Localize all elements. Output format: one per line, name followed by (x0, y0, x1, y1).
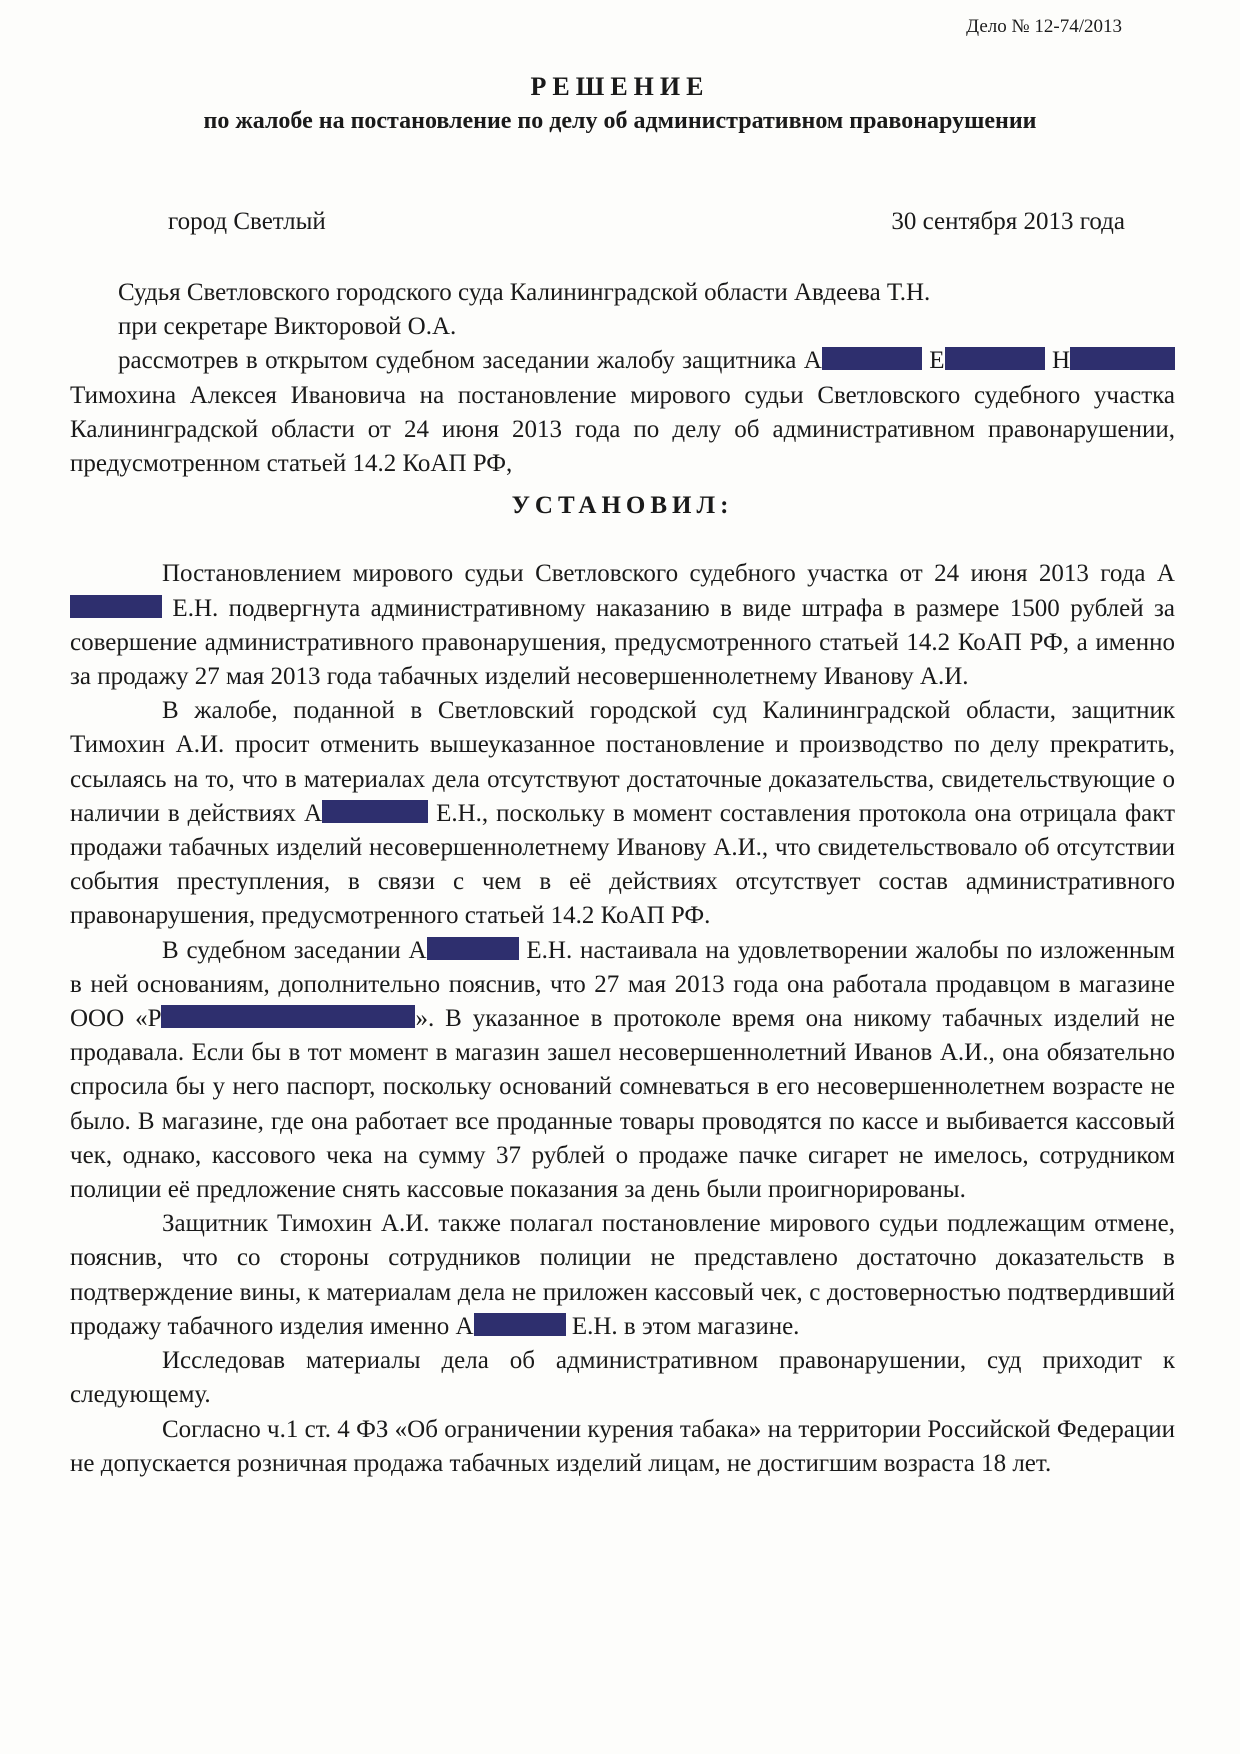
paragraph-3-text-a: В судебном заседании А (162, 936, 427, 964)
redaction (1070, 347, 1175, 370)
paragraph-4 (70, 1207, 1175, 1344)
intro-text-d: Тимохина Алексея Ивановича на постановление мирового судьи Светловского судебного участка Калининградской области от 24 июня 2013 года по делу об административном правонарушении, предусмотренном статьей 14.2 КоАП РФ, (70, 381, 1175, 478)
paragraph-3-text-b: Е.Н. настаивала на удовлетворении жалобы по изложенным в ней основаниям, дополнительно пояснив, что 27 мая 2013 года она работала продавцом в магазине ООО «Р (70, 936, 1175, 1033)
paragraph-1 (70, 557, 1175, 694)
document-title: РЕШЕНИЕ (530, 72, 710, 101)
paragraph-3-text-c: ». В указанное в протоколе время она никому табачных изделий не продавала. Если бы в тот момент в магазин зашел несовершеннолетний Иванов А.И., она обязательно спросила бы у него паспорт, поскольку оснований сомневаться в его несовершеннолетнем возрасте не было. В магазине, где она работает все проданные товары проводятся по кассе и выбивается кассовый чек, однако, кассового чека на сумму 37 рублей о продаже пачке сигарет не имелось, сотрудником полиции её предложение снять кассовые показания за день были проигнорированы. (70, 1005, 1175, 1204)
intro-text-b: Е (929, 347, 945, 375)
redaction (161, 1005, 415, 1028)
redaction (822, 347, 922, 370)
paragraph-4-text-a: Защитник Тимохин А.И. также полагал постановление мирового судьи подлежащим отмене, пояснив, что со стороны сотрудников полиции не представлено достаточно доказательств в подтверждение вины, к материалам дела не приложен кассовый чек, с достоверностью подтвердивший продажу табачного изделия именно А (70, 1210, 1175, 1340)
paragraph-3 (70, 934, 1175, 1208)
redaction (70, 595, 162, 618)
intro-text-a: рассмотрев в открытом судебном заседании жалобу защитника А (118, 347, 822, 375)
redaction (322, 800, 428, 823)
document-body (70, 276, 1175, 1481)
paragraph-1-text-b: Е.Н. подвергнута административному наказанию в виде штрафа в размере 1500 рублей за совершение административного правонарушения, предусмотренного статьей 14.2 КоАП РФ, а именно за продажу 27 мая 2013 года табачных изделий несовершеннолетнему Иванову А.И. (70, 594, 1176, 691)
paragraph-2 (70, 694, 1175, 933)
document-subtitle: по жалобе на постановление по делу об административном правонарушении (203, 108, 1037, 134)
paragraph-4-text-b: Е.Н. в этом магазине. (571, 1312, 800, 1340)
redaction (474, 1313, 566, 1336)
intro-text-c: Н (1051, 347, 1071, 375)
paragraph-2-text-a: В жалобе, поданной в Светловский городской суд Калининградской области, защитник Тимохин А.И. просит отменить вышеуказанное постановление и производство по делу прекратить, ссылаясь на то, что в материалах дела отсутствуют достаточные доказательства, свидетельствующие о наличии в действиях А (70, 697, 1175, 827)
case-number: Дело № 12-74/2013 (966, 16, 1122, 37)
paragraph-5: Исследовав материалы дела об административном правонарушении, суд приходит к следующему. (70, 1347, 1175, 1409)
document-date: 30 сентября 2013 года (891, 208, 1125, 235)
paragraph-2-text-b: Е.Н., поскольку в момент составления протокола она отрицала факт продажи табачных изделий несовершеннолетнему Иванову А.И., что свидетельствовало об отсутствии события преступления, в связи с чем в её действиях отсутствует состав административного правонарушения, предусмотренного статьей 14.2 КоАП РФ. (70, 799, 1176, 930)
judge-line: Судья Светловского городского суда Калининградской области Авдеева Т.Н. (118, 279, 931, 306)
intro-paragraph (70, 344, 1175, 481)
place: город Светлый (168, 208, 326, 235)
secretary-line: при секретаре Викторовой О.А. (118, 313, 457, 341)
paragraph-6: Согласно ч.1 ст. 4 ФЗ «Об ограничении курения табака» на территории Российской Федерации не допускается розничная продажа табачных изделий лицам, не достигшим возраста 18 лет. (70, 1415, 1175, 1477)
paragraph-1-text-a: Постановлением мирового судьи Светловского судебного участка от 24 июня 2013 года А (162, 560, 1175, 588)
established-heading: УСТАНОВИЛ: (511, 492, 734, 520)
redaction (945, 347, 1045, 370)
redaction (427, 937, 519, 960)
